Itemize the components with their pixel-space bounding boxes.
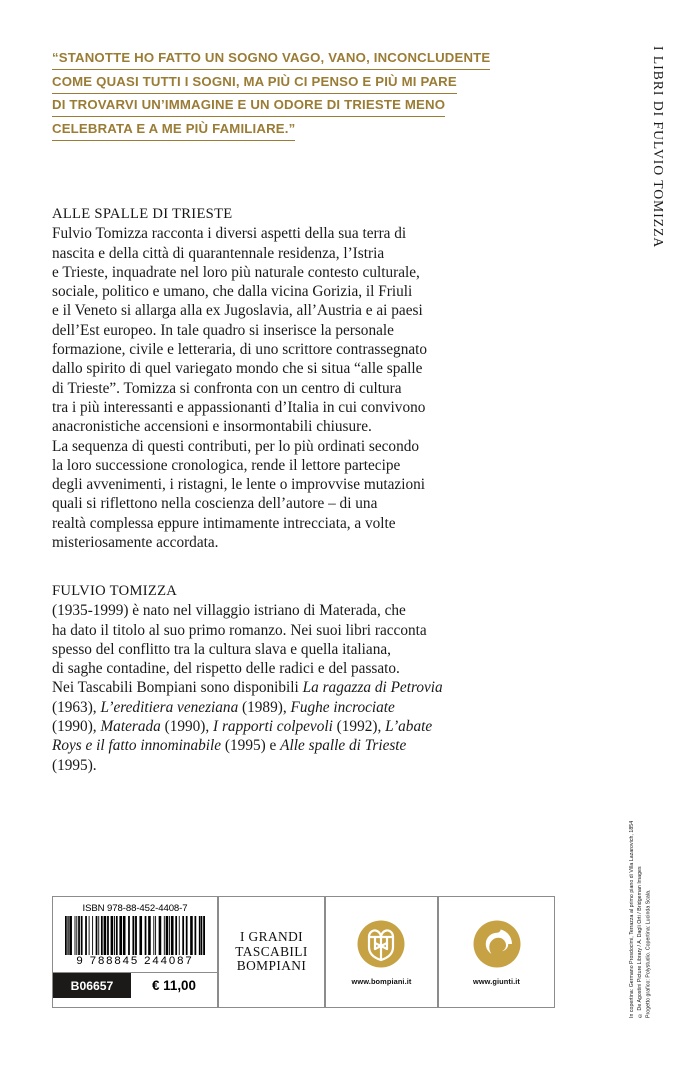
bibliography-line: [52, 756, 562, 775]
author-bio-line: ha dato il titolo al suo primo romanzo. Nei suoi libri racconta: [52, 621, 427, 639]
description-line: La sequenza di questi contributi, per lo più ordinati secondo: [52, 437, 420, 455]
giunti-logo-box[interactable]: [438, 896, 555, 1008]
description-line: la loro successione cronologica, rende il lettore partecipe: [52, 456, 401, 474]
book-title-italic: L’abate: [385, 718, 433, 736]
description-line: dell’Est europeo. In tale quadro si inserisce la personale: [52, 321, 394, 339]
book-title-italic: Materada: [100, 718, 161, 736]
bompiani-logo-box[interactable]: [325, 896, 438, 1008]
author-bio-line: (1935-1999) è nato nel villaggio istriano di Materada, che: [52, 602, 406, 620]
bibliography-line: [52, 678, 562, 697]
bibliography-text: (1992),: [332, 718, 386, 736]
description-line: tra i più interessanti e appassionanti d’Italia in cui convivono: [52, 398, 426, 416]
series-name: [235, 930, 307, 974]
pull-quote-line: “STANOTTE HO FATTO UN SOGNO VAGO, VANO, INCONCLUDENTE: [52, 48, 490, 70]
description-line: Fulvio Tomizza racconta i diversi aspetti della sua terra di: [52, 225, 407, 243]
book-title-italic: La ragazza di Petrovia: [302, 679, 443, 697]
publisher-footer-bar: [52, 896, 555, 1008]
description-line: di Trieste”. Tomizza si confronta con un centro di cultura: [52, 379, 402, 397]
bibliography-line: [52, 698, 562, 717]
bibliography-text: (1963),: [52, 698, 101, 716]
pull-quote-line: COME QUASI TUTTI I SOGNI, MA PIÙ CI PENSO E PIÙ MI PARE: [52, 72, 457, 94]
series-line-1: I GRANDI: [239, 929, 304, 945]
barcode-box: [52, 896, 218, 1008]
author-bio-line: spesso del conflitto tra la cultura slava e quella italiana,: [52, 640, 391, 658]
bibliography-text: (1990),: [160, 718, 214, 736]
description-line: quali si riflettono nella coscienza dell’autore – di una: [52, 495, 378, 513]
book-title-italic: Fughe incrociate: [290, 698, 395, 716]
cover-credits: [628, 820, 680, 1018]
series-line-2: TASCABILI: [235, 943, 308, 959]
price-row: [53, 972, 217, 998]
credit-line: In copertina: Germano Prosdocimi, Terrazza al primo piano di Villa Lazarovich, 1854: [629, 820, 635, 1018]
spine-series-label: I LIBRI DI FULVIO TOMIZZA: [651, 46, 666, 249]
bibliography-text: (1995) e: [221, 737, 281, 755]
description-line: e il Veneto si allarga alla ex Jugoslavia, all’Austria e ai paesi: [52, 302, 423, 320]
bibliography-text: (1989),: [238, 698, 291, 716]
author-name-heading: FULVIO TOMIZZA: [52, 583, 178, 599]
author-bio: [52, 582, 562, 775]
author-bio-line: di saghe contadine, del rispetto delle radici e del passato.: [52, 660, 400, 678]
pull-quote-line: CELEBRATA E A ME PIÙ FAMILIARE.”: [52, 119, 295, 141]
bibliography-line: [52, 736, 562, 755]
description-line: misteriosamente accordata.: [52, 534, 219, 552]
description-line: sociale, politico e umano, che dalla vicina Gorizia, il Friuli: [52, 283, 413, 301]
giunti-url[interactable]: www.giunti.it: [472, 976, 520, 986]
book-description: [52, 205, 562, 552]
description-line: dallo spirito di quel variegato mondo che si situa “alle spalle: [52, 360, 423, 378]
bibliography-text: (1995).: [52, 756, 97, 774]
book-title-heading: ALLE SPALLE DI TRIESTE: [52, 206, 233, 222]
giunti-spiral-icon: [472, 919, 522, 969]
description-line: nascita e della città di quarantennale residenza, l’Istria: [52, 244, 385, 262]
barcode-bars-icon: [65, 916, 205, 955]
description-line: anacronistiche accensioni e insormontabili chiusure.: [52, 418, 372, 436]
book-title-italic: L’ereditiera veneziana: [100, 698, 239, 716]
product-code: B06657: [53, 973, 131, 998]
pull-quote-line: DI TROVARVI UN’IMMAGINE E UN ODORE DI TRIESTE MENO: [52, 95, 445, 117]
description-line: realtà complessa eppure intimamente intrecciata, a volte: [52, 514, 396, 532]
pull-quote: [52, 48, 562, 142]
description-line: degli avvenimenti, i ristagni, le lente o improvvise mutazioni: [52, 476, 425, 494]
bibliography-text: Nei Tascabili Bompiani sono disponibili: [52, 679, 303, 697]
barcode-digits: 9 788845 244087: [76, 955, 194, 967]
credit-line: © De Agostini Picture Library / A. Dagli Orti / Bridgeman Images: [637, 866, 644, 1018]
isbn-label: ISBN 978-88-452-4408-7: [82, 903, 188, 914]
description-line: formazione, civile e letteraria, di uno scrittore contrassegnato: [52, 341, 428, 359]
bibliography-line: [52, 717, 562, 736]
book-title-italic: Roys e il fatto innominabile: [52, 737, 222, 755]
bompiani-shield-icon: [356, 919, 406, 969]
description-line: e Trieste, inquadrate nel loro più naturale contesto culturale,: [52, 263, 420, 281]
price-value: € 11,00: [131, 973, 217, 998]
bompiani-url[interactable]: www.bompiani.it: [351, 976, 412, 986]
series-line-3: BOMPIANI: [236, 958, 307, 974]
bibliography-text: (1990),: [52, 718, 101, 736]
credit-line: Progetto grafico: Polystudio. Copertina: Lucinda Scala.: [645, 889, 652, 1018]
series-box: [218, 896, 325, 1008]
book-title-italic: Alle spalle di Trieste: [280, 737, 407, 755]
book-title-italic: I rapporti colpevoli: [213, 718, 333, 736]
